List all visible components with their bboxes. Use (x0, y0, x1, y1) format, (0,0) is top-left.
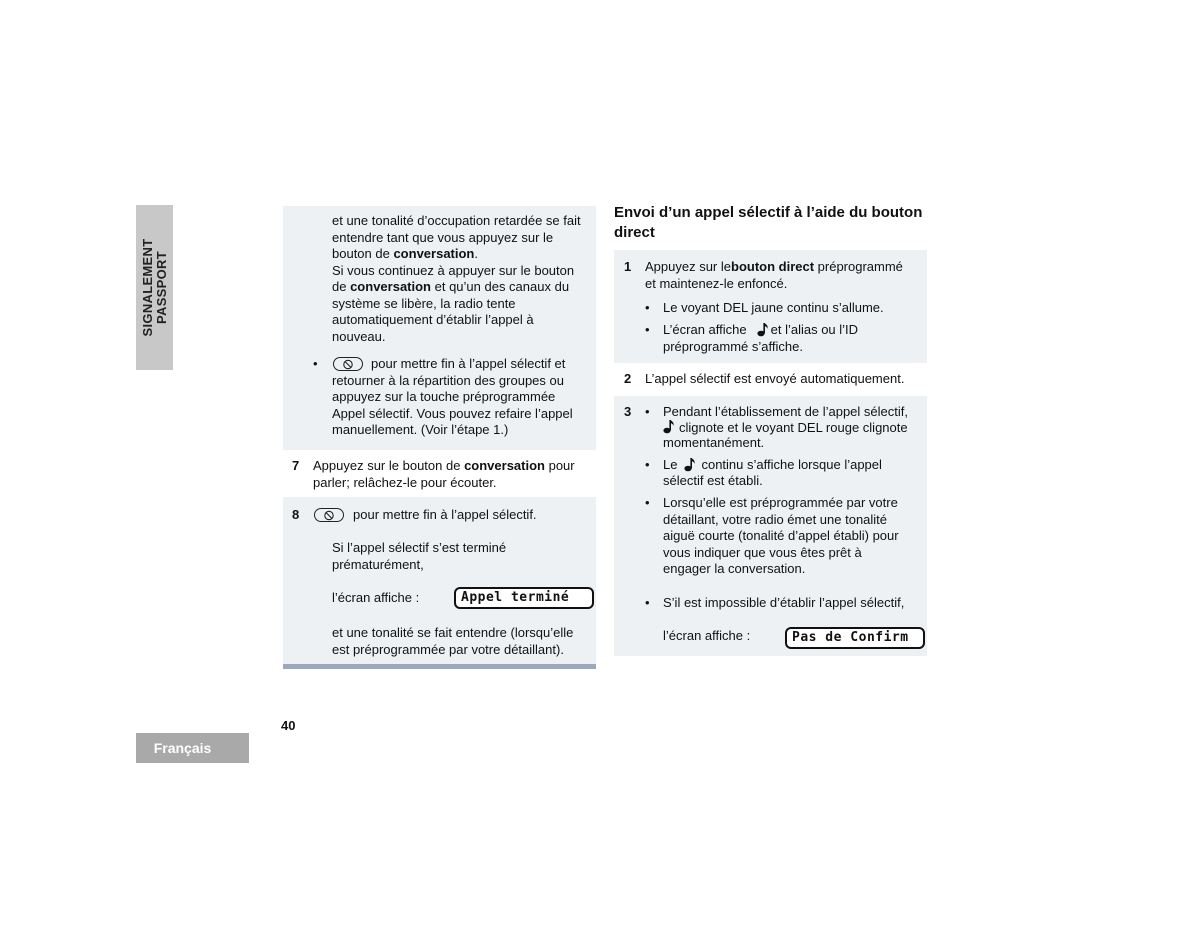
bullet: • (645, 457, 650, 472)
continuation-text (332, 213, 594, 345)
text-line: et maintenez-le enfoncé. (645, 275, 788, 291)
text-line: bouton de conversation. (332, 246, 478, 261)
step-number: 2 (624, 371, 632, 386)
text-line: est préprogrammée par votre détaillant). (332, 641, 564, 657)
text-line: appuyez sur la touche préprogrammée (332, 389, 556, 404)
music-note-icon (684, 457, 696, 472)
step-3-bullet-1 (663, 404, 925, 451)
bullet: • (645, 595, 650, 610)
screen-label: l’écran affiche : (332, 590, 420, 605)
text-line: Si l’appel sélectif s’est terminé (332, 540, 507, 555)
text-line: Appuyez sur lebouton direct préprogrammé (645, 259, 903, 274)
conversation-term: conversation (350, 279, 431, 294)
bullet: • (645, 495, 650, 510)
lcd-display: Appel terminé (454, 587, 594, 609)
end-call-bullet-text (332, 356, 594, 439)
text-line: Le continu s’affiche lorsque l’appel (663, 457, 882, 472)
step-1-text (645, 259, 925, 292)
step-1-bullet-1: Le voyant DEL jaune continu s’allume. (663, 300, 884, 315)
text-line: momentanément. (663, 435, 765, 450)
text-line: automatiquement d’établir l’appel à (332, 312, 534, 327)
text-line: entendre tant que vous appuyez sur le (332, 229, 554, 245)
text-line: vous indiquer que vous êtes prêt à (663, 544, 862, 560)
text-line: Si vous continuez à appuyer sur le bouton (332, 262, 575, 278)
conversation-term: conversation (393, 246, 475, 261)
text-line: aiguë courte (tonalité d’appel établi) pour (663, 528, 899, 543)
text-line: manuellement. (Voir l’étape 1.) (332, 422, 509, 437)
text-line: Lorsqu’elle est préprogrammée par votre (663, 495, 898, 510)
side-tab-line2: PASSPORT (153, 251, 169, 324)
text-line: Pendant l’établissement de l’appel sélectif, (663, 404, 908, 419)
step-number: 8 (292, 507, 300, 522)
bullet: • (645, 404, 650, 419)
end-call-key-icon (314, 508, 344, 522)
text-line: nouveau. (332, 328, 386, 344)
step-number: 3 (624, 404, 632, 419)
text-line: L’écran affiche et l’alias ou l’ID (663, 322, 859, 337)
text-line: préprogrammé s’affiche. (663, 338, 803, 354)
text-line: système se libère, la radio tente (332, 295, 516, 311)
bullet: • (645, 300, 650, 315)
music-note-icon (663, 419, 675, 434)
text-line: prématurément, (332, 556, 424, 572)
page-number: 40 (281, 718, 296, 733)
section-side-tab (136, 205, 173, 370)
step-3-bullet-3 (663, 495, 925, 578)
conversation-term: conversation (464, 458, 545, 473)
step-number: 1 (624, 259, 632, 274)
text-line: et une tonalité d’occupation retardée se fait (332, 213, 581, 228)
text-line: pour mettre fin à l’appel sélectif et (371, 356, 566, 371)
text-line: sélectif est établi. (663, 472, 763, 488)
text-line: parler; relâchez-le pour écouter. (313, 474, 497, 490)
language-tab: Français (136, 733, 249, 763)
step-8-after (332, 625, 573, 658)
music-note-icon (757, 322, 769, 337)
screen-label: l’écran affiche : (663, 628, 751, 643)
text-line: retourner à la répartition des groupes ou (332, 372, 564, 388)
step-8-condition (332, 540, 506, 573)
text-line: détaillant, votre radio émet une tonalité (663, 511, 888, 527)
bullet: • (645, 322, 650, 337)
step-3-bullet-2 (663, 457, 925, 488)
section-title: Envoi d’un appel sélectif à l’aide du bouton direct (614, 204, 923, 241)
step-number: 7 (292, 458, 300, 473)
text-line: clignote et le voyant DEL rouge clignote (679, 419, 908, 435)
step-3-bullet-4: S’il est impossible d’établir l’appel sélectif, (663, 595, 905, 610)
step-7-text (313, 458, 593, 491)
section-bottom-rule (283, 664, 596, 669)
side-tab-line1: SIGNALEMENT (139, 238, 155, 337)
text-line: de conversation et qu’un des canaux du (332, 279, 570, 294)
step-2-text: L’appel sélectif est envoyé automatiquement. (645, 371, 905, 386)
bullet: • (313, 356, 318, 371)
step-8-text: pour mettre fin à l’appel sélectif. (353, 507, 537, 522)
step-1-bullet-2 (663, 322, 923, 355)
direct-button-term: bouton direct (731, 259, 815, 274)
text-line: et une tonalité se fait entendre (lorsqu’elle (332, 625, 574, 640)
lcd-display: Pas de Confirm (785, 627, 925, 649)
text-line: Appel sélectif. Vous pouvez refaire l’appel (332, 405, 573, 421)
text-line: engager la conversation. (663, 561, 806, 576)
text-line: Appuyez sur le bouton de conversation pour (313, 458, 575, 473)
